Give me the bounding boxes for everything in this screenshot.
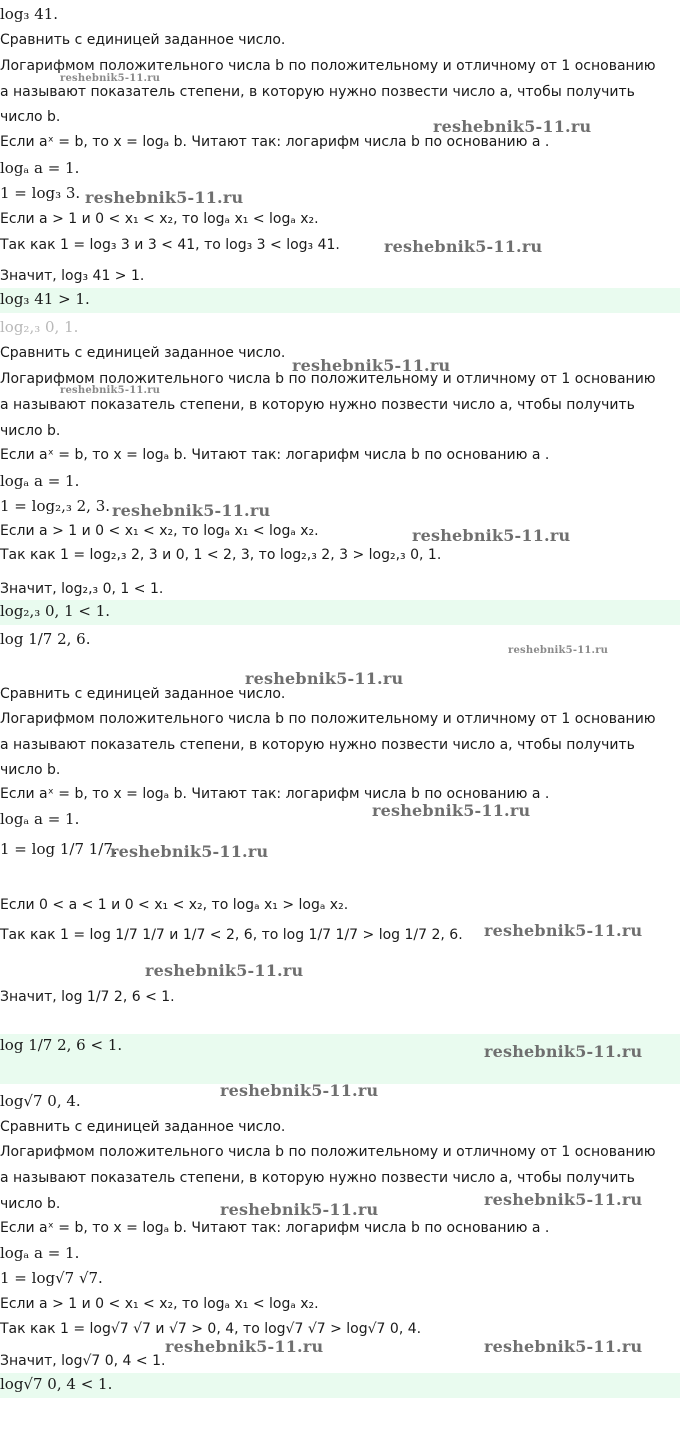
definition-line: Если aˣ = b, то x = logₐ b. Читают так: логарифм числа b по основанию a .	[0, 1220, 550, 1236]
watermark: reshebnik5-11.ru	[372, 801, 531, 820]
comparison-line: Так как 1 = log₂,₃ 2, 3 и 0, 1 < 2, 3, то log₂,₃ 2, 3 > log₂,₃ 0, 1.	[0, 547, 442, 563]
definition-line: число b.	[0, 109, 61, 125]
identity-line: logₐ a = 1.	[0, 1244, 80, 1262]
monotonic-rule-line: Если a > 1 и 0 < x₁ < x₂, то logₐ x₁ < logₐ x₂.	[0, 523, 319, 539]
compare-text: Сравнить с единицей заданное число.	[0, 32, 286, 48]
watermark: reshebnik5-11.ru	[484, 921, 643, 940]
watermark: reshebnik5-11.ru	[85, 188, 244, 207]
one-as-log-line: 1 = log√7 √7.	[0, 1269, 103, 1287]
watermark: reshebnik5-11.ru	[484, 1337, 643, 1356]
conclusion-line: Значит, log 1/7 2, 6 < 1.	[0, 989, 175, 1005]
one-as-log-line: 1 = log₃ 3.	[0, 184, 81, 202]
identity-line: logₐ a = 1.	[0, 810, 80, 828]
definition-line: a называют показатель степени, в которую нужно позвести число a, чтобы получить	[0, 397, 635, 413]
watermark: reshebnik5-11.ru	[384, 237, 543, 256]
answer-line: log√7 0, 4 < 1.	[0, 1373, 680, 1398]
task-title: log₂,₃ 0, 1.	[0, 318, 79, 336]
task-title: log√7 0, 4.	[0, 1092, 81, 1110]
watermark: reshebnik5-11.ru	[220, 1200, 379, 1219]
watermark: reshebnik5-11.ru	[165, 1337, 324, 1356]
definition-line: Логарифмом положительного числа b по положительному и отличному от 1 основанию	[0, 58, 656, 74]
conclusion-line: Значит, log₂,₃ 0, 1 < 1.	[0, 581, 164, 597]
one-as-log-line: 1 = log 1/7 1/7.	[0, 840, 118, 858]
definition-line: число b.	[0, 423, 61, 439]
identity-line: logₐ a = 1.	[0, 159, 80, 177]
watermark: reshebnik5-11.ru	[220, 1081, 379, 1100]
monotonic-rule-line: Если 0 < a < 1 и 0 < x₁ < x₂, то logₐ x₁ > logₐ x₂.	[0, 897, 349, 913]
answer-line: log₂,₃ 0, 1 < 1.	[0, 600, 680, 625]
definition-line: число b.	[0, 762, 61, 778]
compare-text: Сравнить с единицей заданное число.	[0, 1119, 286, 1135]
answer-line: log₃ 41 > 1.	[0, 288, 680, 313]
conclusion-line: Значит, log√7 0, 4 < 1.	[0, 1353, 166, 1369]
comparison-line: Так как 1 = log 1/7 1/7 и 1/7 < 2, 6, то log 1/7 1/7 > log 1/7 2, 6.	[0, 927, 463, 943]
compare-text: Сравнить с единицей заданное число.	[0, 686, 286, 702]
task-title: log 1/7 2, 6.	[0, 630, 91, 648]
answer-line: log 1/7 2, 6 < 1.	[0, 1034, 680, 1084]
conclusion-line: Значит, log₃ 41 > 1.	[0, 268, 145, 284]
watermark: reshebnik5-11.ru	[484, 1042, 643, 1061]
watermark: reshebnik5-11.ru	[412, 526, 571, 545]
compare-text: Сравнить с единицей заданное число.	[0, 345, 286, 361]
watermark: reshebnik5-11.ru	[112, 501, 271, 520]
definition-line: Если aˣ = b, то x = logₐ b. Читают так: логарифм числа b по основанию a .	[0, 134, 550, 150]
watermark: reshebnik5-11.ru	[60, 73, 161, 84]
definition-line: a называют показатель степени, в которую нужно позвести число a, чтобы получить	[0, 84, 635, 100]
definition-line: a называют показатель степени, в которую нужно позвести число a, чтобы получить	[0, 1170, 635, 1186]
definition-line: Если aˣ = b, то x = logₐ b. Читают так: логарифм числа b по основанию a .	[0, 447, 550, 463]
watermark: reshebnik5-11.ru	[110, 842, 269, 861]
definition-line: Логарифмом положительного числа b по положительному и отличному от 1 основанию	[0, 711, 656, 727]
watermark: reshebnik5-11.ru	[484, 1190, 643, 1209]
definition-line: число b.	[0, 1196, 61, 1212]
task-title: log₃ 41.	[0, 5, 59, 23]
one-as-log-line: 1 = log₂,₃ 2, 3.	[0, 497, 111, 515]
definition-line: Логарифмом положительного числа b по положительному и отличному от 1 основанию	[0, 371, 656, 387]
identity-line: logₐ a = 1.	[0, 472, 80, 490]
definition-line: Логарифмом положительного числа b по положительному и отличному от 1 основанию	[0, 1144, 656, 1160]
definition-line: a называют показатель степени, в которую нужно позвести число a, чтобы получить	[0, 737, 635, 753]
watermark: reshebnik5-11.ru	[245, 669, 404, 688]
monotonic-rule-line: Если a > 1 и 0 < x₁ < x₂, то logₐ x₁ < logₐ x₂.	[0, 211, 319, 227]
definition-line: Если aˣ = b, то x = logₐ b. Читают так: логарифм числа b по основанию a .	[0, 786, 550, 802]
watermark: reshebnik5-11.ru	[60, 385, 161, 396]
watermark: reshebnik5-11.ru	[508, 645, 609, 656]
monotonic-rule-line: Если a > 1 и 0 < x₁ < x₂, то logₐ x₁ < logₐ x₂.	[0, 1296, 319, 1312]
watermark: reshebnik5-11.ru	[145, 961, 304, 980]
comparison-line: Так как 1 = log√7 √7 и √7 > 0, 4, то log√7 √7 > log√7 0, 4.	[0, 1321, 422, 1337]
watermark: reshebnik5-11.ru	[292, 356, 451, 375]
comparison-line: Так как 1 = log₃ 3 и 3 < 41, то log₃ 3 < log₃ 41.	[0, 237, 340, 253]
watermark: reshebnik5-11.ru	[433, 117, 592, 136]
